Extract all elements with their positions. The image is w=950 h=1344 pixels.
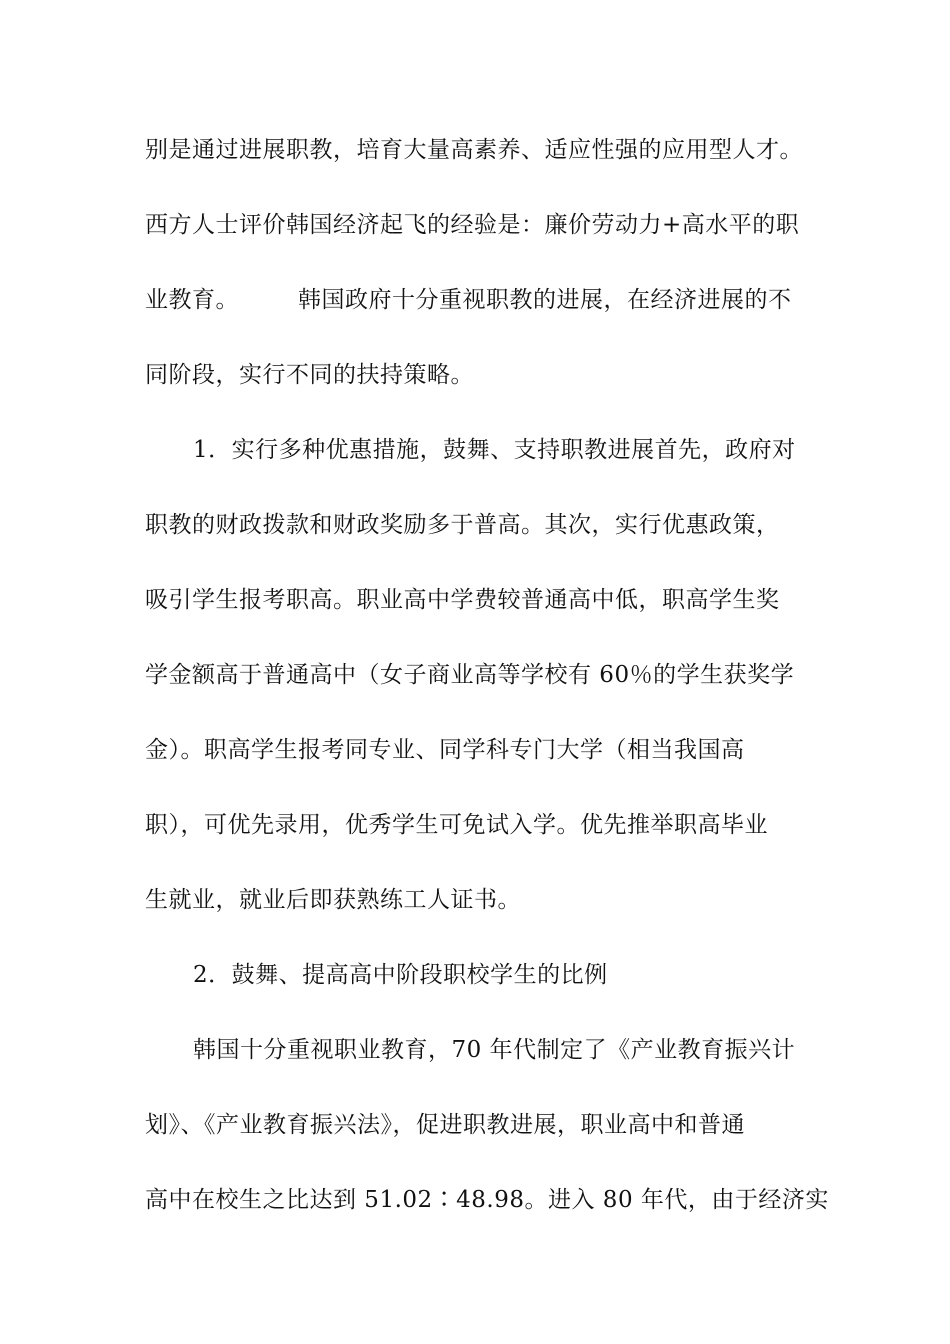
paragraph-line-2: 西方人士评价韩国经济起飞的经验是：廉价劳动力+高水平的职 [145,212,800,238]
paragraph-line-12: 2．鼓舞、提高高中阶段职校学生的比例 [193,962,608,988]
paragraph-line-5: 1．实行多种优惠措施，鼓舞、支持职教进展首先，政府对 [193,437,796,463]
paragraph-line-3: 业教育。 韩国政府十分重视职教的进展，在经济进展的不 [145,287,792,313]
paragraph-line-11: 生就业，就业后即获熟练工人证书。 [145,887,521,913]
paragraph-line-1: 别是通过进展职教，培育大量高素养、适应性强的应用型人才。 [145,137,803,163]
paragraph-line-9: 金）。职高学生报考同专业、同学科专门大学（相当我国高 [145,737,745,763]
paragraph-line-15: 高中在校生之比达到 51.02∶48.98。进入 80 年代，由于经济实 [145,1187,829,1213]
paragraph-line-7: 吸引学生报考职高。职业高中学费较普通高中低，职高学生奖 [145,587,780,613]
paragraph-line-6: 职教的财政拨款和财政奖励多于普高。其次，实行优惠政策， [145,512,780,538]
paragraph-line-8: 学金额高于普通高中（女子商业高等学校有 60％的学生获奖学 [145,662,795,688]
paragraph-line-14: 划》、《产业教育振兴法》，促进职教进展，职业高中和普通 [145,1112,745,1138]
paragraph-line-13: 韩国十分重视职业教育，70 年代制定了《产业教育振兴计 [193,1037,796,1063]
paragraph-line-10: 职），可优先录用，优秀学生可免试入学。优先推举职高毕业 [145,812,768,838]
paragraph-line-4: 同阶段，实行不同的扶持策略。 [145,362,474,388]
